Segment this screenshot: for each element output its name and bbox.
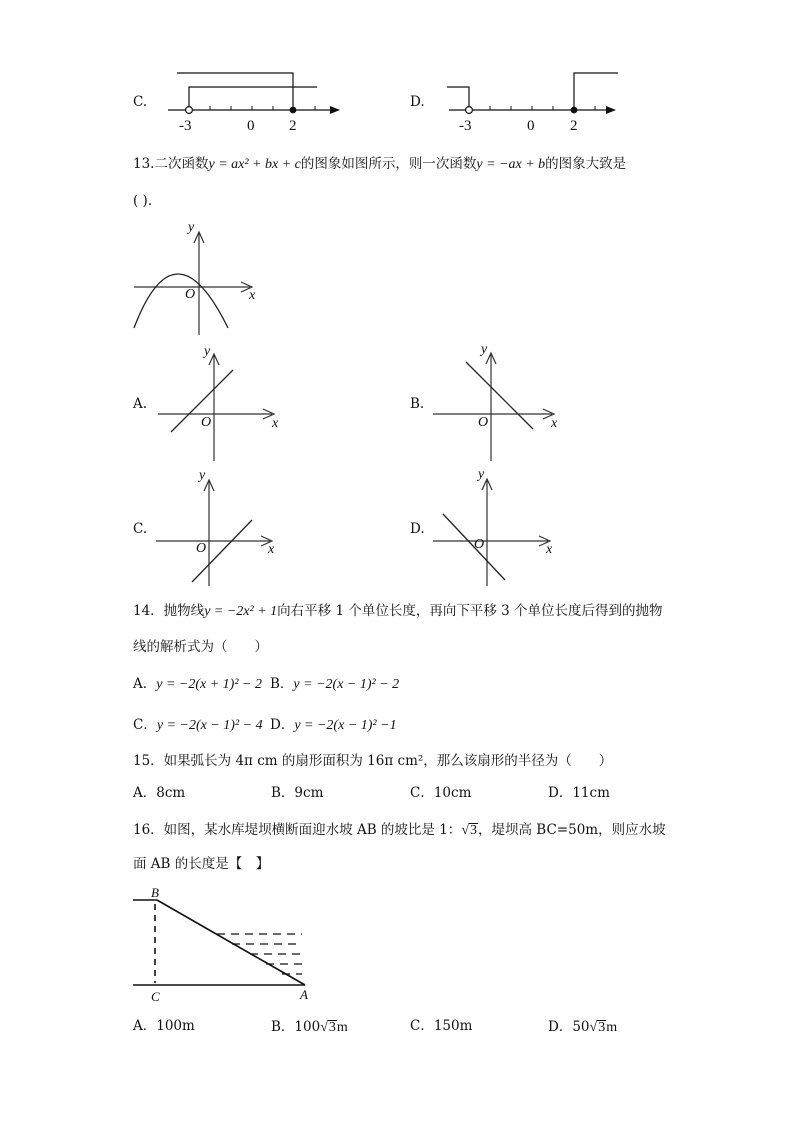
q12-c-tick-0: 0: [247, 118, 255, 134]
q16-point-c-label: C: [151, 989, 160, 1004]
q14-d-eq: y = −2(x − 1)² −1: [294, 718, 397, 733]
q13-b-origin: O: [478, 415, 489, 430]
q13-c-x-label: x: [268, 542, 275, 557]
q14-c-eq: y = −2(x − 1)² − 4: [156, 718, 263, 733]
q13-a-x-label: x: [272, 416, 279, 431]
q14-a-eq: y = −2(x + 1)² − 2: [156, 677, 262, 692]
q16-line1-a: 16．如图，某水库堤坝横断面迎水坡 AB 的坡比是 1：: [133, 822, 462, 838]
q15-stem: 15．如果弧长为 4π cm 的扇形面积为 16π cm²，那么该扇形的半径为（ ）: [133, 753, 613, 769]
q14-b-label: B．: [270, 676, 294, 692]
q16-stem-line2: 面 AB 的长度是【 】: [133, 856, 270, 872]
q16-point-b-label: B: [151, 885, 159, 900]
q13-d-x-label: x: [546, 542, 553, 557]
q13-option-a-label: A.: [133, 396, 148, 412]
q13-b-y-label: y: [481, 342, 488, 357]
q16-d-unit: m: [606, 1020, 618, 1035]
q16-line1-radicand: 3: [470, 823, 477, 838]
q14-line1-b: 向右平移 1 个单位长度，再向下平移 3 个单位长度后得到的抛物: [277, 603, 663, 619]
q13-b-x-label: x: [551, 416, 558, 431]
q13-option-d-label: D.: [410, 521, 425, 537]
q16-option-c[interactable]: C．150m: [410, 1018, 473, 1034]
q12-c-tick-2: 2: [289, 118, 297, 134]
q14-d-label: D．: [270, 717, 295, 733]
q13-d-y-label: y: [478, 467, 485, 482]
q15-option-b[interactable]: B．9cm: [271, 785, 324, 801]
q13-graph-origin: O: [185, 287, 196, 302]
q13-option-b-label: B.: [410, 396, 425, 412]
q14-c-label: C．: [133, 717, 157, 733]
q12-c-tick-neg3: -3: [179, 118, 192, 134]
q13-a-origin: O: [201, 415, 212, 430]
q12-d-tick-0: 0: [527, 118, 535, 134]
q12-option-d-label: D.: [410, 94, 425, 110]
q16-option-b[interactable]: B．100√3m: [271, 1019, 348, 1035]
q12-option-c-label: C.: [133, 94, 148, 110]
q13-a-y-label: y: [204, 344, 211, 359]
q16-b-radicand: 3: [328, 1020, 336, 1035]
q16-option-a[interactable]: A．100m: [133, 1018, 195, 1034]
q12-d-tick-2: 2: [570, 118, 578, 134]
q14-b-eq: y = −2(x − 1)² − 2: [293, 677, 400, 692]
q14-a-label: A．: [133, 676, 157, 692]
q13-answer-paren: ( ).: [133, 193, 153, 209]
q15-option-d[interactable]: D．11cm: [548, 785, 610, 801]
q13-graph-y-label: y: [188, 220, 195, 235]
q16-d-pre: D．50: [548, 1019, 590, 1035]
q15-option-c[interactable]: C．10cm: [410, 785, 472, 801]
q13-number: 13.: [133, 156, 155, 172]
q13-text-c: 的图象大致是: [545, 156, 627, 172]
q14-line1-a: 14．抛物线: [133, 603, 205, 619]
q13-d-origin: O: [474, 537, 485, 552]
q13-text-a: 二次函数: [154, 156, 209, 172]
q15-option-a[interactable]: A．8cm: [133, 785, 186, 801]
q13-eq1: y = ax² + bx + c: [208, 157, 301, 172]
q16-point-a-label: A: [300, 987, 308, 1002]
q16-line1-b: ，堤坝高 BC=50m，则应水坡: [478, 822, 666, 838]
q13-c-y-label: y: [199, 468, 206, 483]
q16-d-radicand: 3: [598, 1020, 606, 1035]
q13-option-c-label: C.: [133, 521, 148, 537]
q16-b-unit: m: [336, 1020, 348, 1035]
q13-c-origin: O: [196, 541, 207, 556]
q14-line1-eq: y = −2x² + 1: [204, 604, 278, 619]
q16-b-pre: B．100: [271, 1019, 321, 1035]
q16-option-d[interactable]: D．50√3m: [548, 1019, 618, 1035]
q13-graph-x-label: x: [249, 288, 256, 303]
q14-stem-line2: 线的解析式为（ ）: [133, 639, 268, 655]
q13-text-b: 的图象如图所示，则一次函数: [300, 156, 477, 172]
q16-stem-line1: 16．如图，某水库堤坝横断面迎水坡 AB 的坡比是 1：√3，堤坝高 BC=50m，则应水坡: [133, 822, 666, 838]
q12-d-tick-neg3: -3: [459, 118, 472, 134]
q13-eq2: y = −ax + b: [476, 157, 546, 172]
